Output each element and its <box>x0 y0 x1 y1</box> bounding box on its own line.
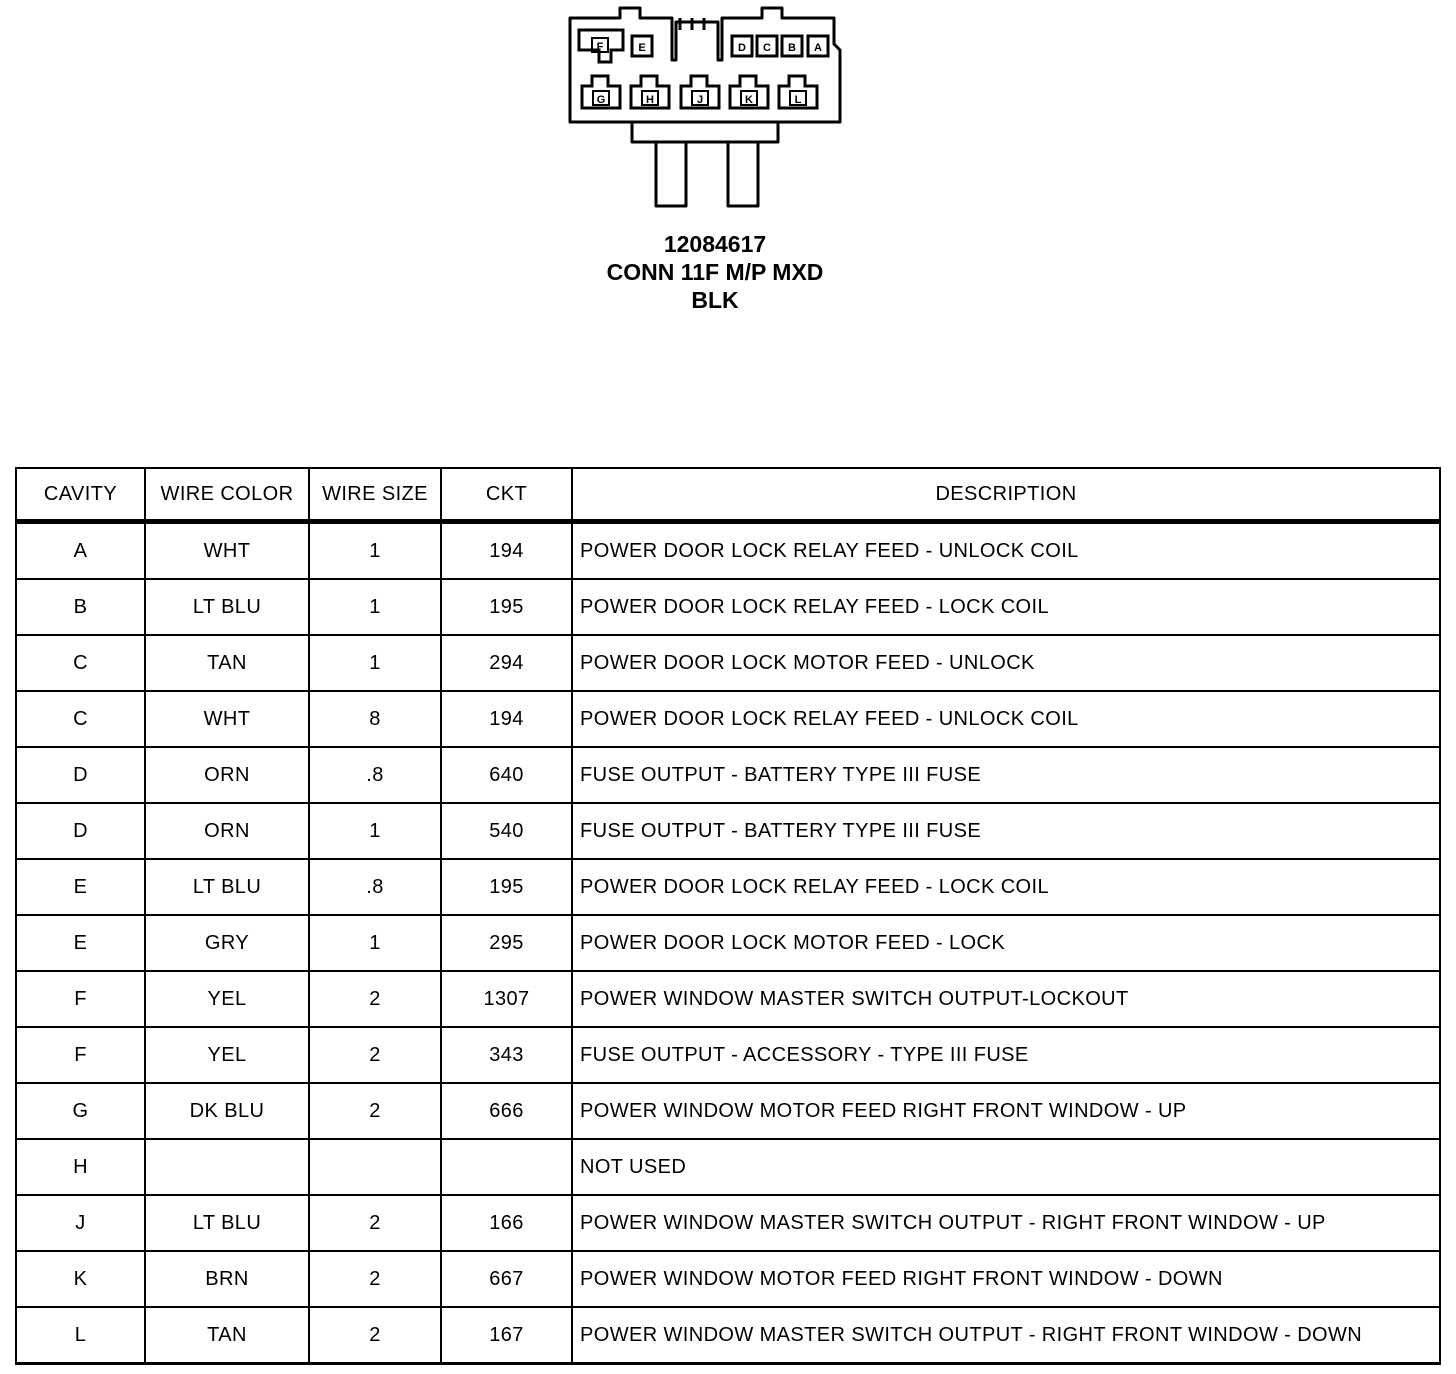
wire-color-cell: LT BLU <box>145 1195 309 1251</box>
wire-size-cell: 8 <box>309 691 441 747</box>
cavity-f <box>579 30 623 62</box>
bottom-row-cavities <box>582 76 817 108</box>
cavity-k <box>730 76 768 108</box>
connector-wire-leg-right <box>728 142 758 206</box>
wire-size-cell: .8 <box>309 747 441 803</box>
wire-color-cell: YEL <box>145 971 309 1027</box>
cavity-cell: D <box>16 747 145 803</box>
description-cell: POWER DOOR LOCK RELAY FEED - LOCK COIL <box>572 859 1440 915</box>
description-cell: NOT USED <box>572 1139 1440 1195</box>
cavity-c <box>757 36 777 56</box>
table-row <box>16 1195 1440 1251</box>
wire-size-cell: 2 <box>309 1027 441 1083</box>
wire-size-cell: 2 <box>309 1083 441 1139</box>
pinout-table-body <box>16 522 1440 1364</box>
wire-color-cell: GRY <box>145 915 309 971</box>
wire-color-cell: WHT <box>145 691 309 747</box>
ckt-cell: 540 <box>441 803 572 859</box>
cavity-l <box>779 76 817 108</box>
ckt-cell: 294 <box>441 635 572 691</box>
cavity-cell: B <box>16 579 145 635</box>
ckt-cell: 194 <box>441 691 572 747</box>
table-row <box>16 1307 1440 1364</box>
cavity-label: F <box>596 41 604 53</box>
table-row <box>16 915 1440 971</box>
cavity-cell: E <box>16 915 145 971</box>
connector-center-latch <box>680 18 704 30</box>
ckt-cell: 343 <box>441 1027 572 1083</box>
wire-color-cell: DK BLU <box>145 1083 309 1139</box>
table-row <box>16 747 1440 803</box>
wire-color-cell: LT BLU <box>145 859 309 915</box>
table-row <box>16 1139 1440 1195</box>
description-cell: POWER DOOR LOCK MOTOR FEED - LOCK <box>572 915 1440 971</box>
cavity-label: A <box>814 42 822 54</box>
table-row <box>16 1083 1440 1139</box>
wire-size-cell: 2 <box>309 1251 441 1307</box>
cavity-label: D <box>738 42 746 54</box>
cavity-g <box>582 76 620 108</box>
table-header-row <box>16 468 1440 522</box>
table-row <box>16 579 1440 635</box>
cavity-d <box>732 36 752 56</box>
cavity-h <box>631 76 669 108</box>
ckt-cell: 1307 <box>441 971 572 1027</box>
wire-color-cell: ORN <box>145 803 309 859</box>
wire-size-cell: .8 <box>309 859 441 915</box>
wire-size-cell: 1 <box>309 635 441 691</box>
description-cell: FUSE OUTPUT - BATTERY TYPE III FUSE <box>572 803 1440 859</box>
cavity-cell: L <box>16 1307 145 1364</box>
cavity-label: C <box>763 42 771 54</box>
wire-size-cell: 2 <box>309 1307 441 1364</box>
table-row <box>16 971 1440 1027</box>
pinout-table <box>15 467 1441 1365</box>
table-row <box>16 522 1440 580</box>
description-cell: POWER DOOR LOCK RELAY FEED - UNLOCK COIL <box>572 691 1440 747</box>
cavity-label: K <box>745 94 753 106</box>
table-row <box>16 1027 1440 1083</box>
wire-size-cell: 1 <box>309 522 441 580</box>
cavity-j <box>681 76 719 108</box>
description-cell: POWER WINDOW MASTER SWITCH OUTPUT-LOCKOUT <box>572 971 1440 1027</box>
ckt-cell <box>441 1139 572 1195</box>
connector-face-diagram <box>560 0 850 220</box>
connector-rear-shoulder <box>632 122 778 142</box>
cavity-cell: C <box>16 691 145 747</box>
wire-size-cell: 1 <box>309 803 441 859</box>
cavity-cell: C <box>16 635 145 691</box>
connector-part-number: 12084617 <box>663 231 767 257</box>
header-description: DESCRIPTION <box>572 468 1440 522</box>
ckt-cell: 166 <box>441 1195 572 1251</box>
ckt-cell: 640 <box>441 747 572 803</box>
table-row <box>16 1251 1440 1307</box>
header-cavity: CAVITY <box>16 468 145 522</box>
cavity-label: B <box>788 42 796 54</box>
cavity-cell: J <box>16 1195 145 1251</box>
top-row-cavities <box>579 30 828 62</box>
description-cell: POWER WINDOW MOTOR FEED RIGHT FRONT WINDOW - DOWN <box>572 1251 1440 1307</box>
cavity-cell: H <box>16 1139 145 1195</box>
description-cell: POWER DOOR LOCK RELAY FEED - LOCK COIL <box>572 579 1440 635</box>
wire-size-cell: 1 <box>309 915 441 971</box>
cavity-label: G <box>596 94 606 106</box>
description-cell: POWER WINDOW MASTER SWITCH OUTPUT - RIGHT FRONT WINDOW - DOWN <box>572 1307 1440 1364</box>
cavity-cell: G <box>16 1083 145 1139</box>
cavity-label: E <box>638 42 646 54</box>
ckt-cell: 666 <box>441 1083 572 1139</box>
wire-color-cell: TAN <box>145 635 309 691</box>
connector-name: CONN 11F M/P MXD <box>606 259 824 285</box>
description-cell: FUSE OUTPUT - ACCESSORY - TYPE III FUSE <box>572 1027 1440 1083</box>
description-cell: POWER DOOR LOCK MOTOR FEED - UNLOCK <box>572 635 1440 691</box>
cavity-cell: E <box>16 859 145 915</box>
cavity-b <box>782 36 802 56</box>
cavity-label: J <box>696 94 704 106</box>
ckt-cell: 167 <box>441 1307 572 1364</box>
wire-color-cell: LT BLU <box>145 579 309 635</box>
cavity-cell: A <box>16 522 145 580</box>
cavity-label: L <box>794 94 802 106</box>
ckt-cell: 295 <box>441 915 572 971</box>
wire-color-cell: WHT <box>145 522 309 580</box>
header-wire-size: WIRE SIZE <box>309 468 441 522</box>
table-row <box>16 859 1440 915</box>
description-cell: FUSE OUTPUT - BATTERY TYPE III FUSE <box>572 747 1440 803</box>
header-ckt: CKT <box>441 468 572 522</box>
cavity-cell: F <box>16 1027 145 1083</box>
wire-color-cell <box>145 1139 309 1195</box>
wire-color-cell: YEL <box>145 1027 309 1083</box>
description-cell: POWER WINDOW MOTOR FEED RIGHT FRONT WINDOW - UP <box>572 1083 1440 1139</box>
cavity-a <box>808 36 828 56</box>
table-row <box>16 803 1440 859</box>
ckt-cell: 195 <box>441 859 572 915</box>
ckt-cell: 667 <box>441 1251 572 1307</box>
description-cell: POWER WINDOW MASTER SWITCH OUTPUT - RIGHT FRONT WINDOW - UP <box>572 1195 1440 1251</box>
header-wire-color: WIRE COLOR <box>145 468 309 522</box>
wire-color-cell: TAN <box>145 1307 309 1364</box>
cavity-cell: D <box>16 803 145 859</box>
ckt-cell: 195 <box>441 579 572 635</box>
table-row <box>16 691 1440 747</box>
description-cell: POWER DOOR LOCK RELAY FEED - UNLOCK COIL <box>572 522 1440 580</box>
table-row <box>16 635 1440 691</box>
cavity-cell: F <box>16 971 145 1027</box>
wire-size-cell: 2 <box>309 971 441 1027</box>
connector-color: BLK <box>691 287 739 313</box>
cavity-label: H <box>646 94 654 106</box>
connector-wire-leg-left <box>656 142 686 206</box>
ckt-cell: 194 <box>441 522 572 580</box>
wire-color-cell: ORN <box>145 747 309 803</box>
cavity-e <box>632 36 652 56</box>
wire-size-cell <box>309 1139 441 1195</box>
wire-size-cell: 2 <box>309 1195 441 1251</box>
wire-size-cell: 1 <box>309 579 441 635</box>
cavity-cell: K <box>16 1251 145 1307</box>
wire-color-cell: BRN <box>145 1251 309 1307</box>
